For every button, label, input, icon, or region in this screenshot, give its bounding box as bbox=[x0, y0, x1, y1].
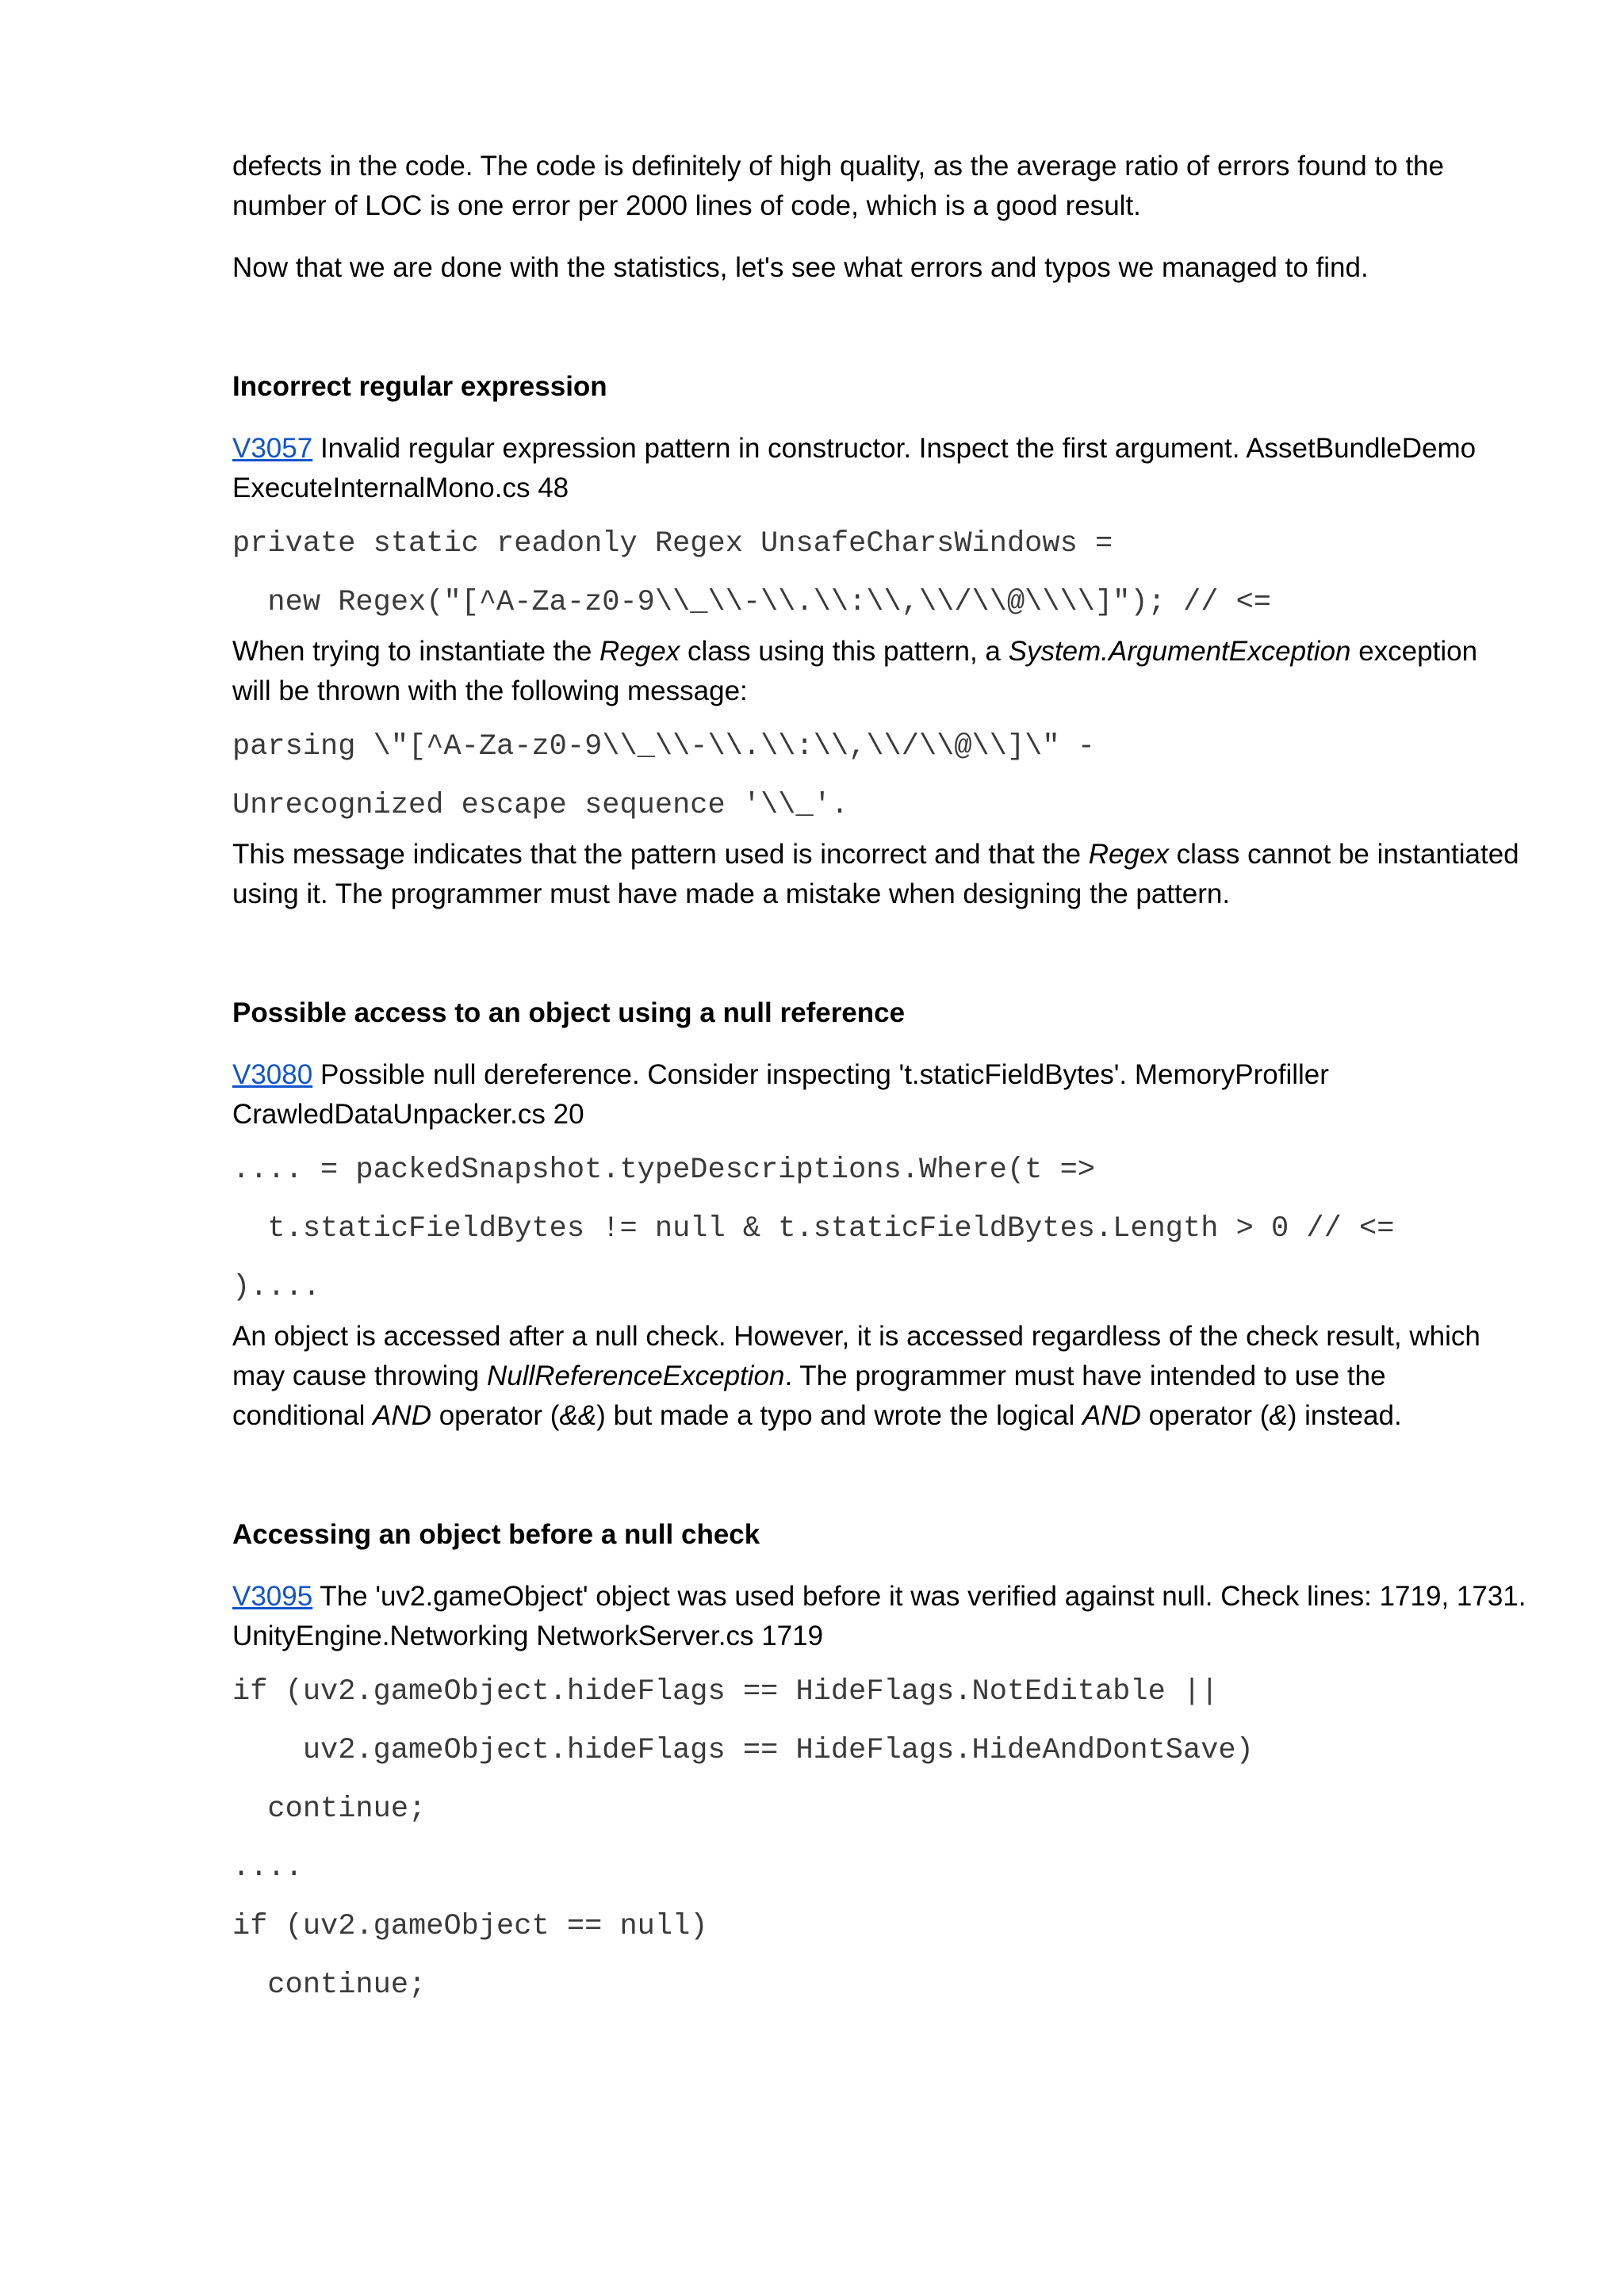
code-line: continue; bbox=[232, 1793, 427, 1826]
code-line: if (uv2.gameObject == null) bbox=[232, 1910, 708, 1943]
code-line: t.staticFieldBytes != null & t.staticFieldBytes.Length > 0 // <= bbox=[232, 1212, 1395, 1246]
article-body bbox=[232, 147, 1526, 2015]
diagnostic-location: UnityEngine.Networking NetworkServer.cs 1719 bbox=[232, 1621, 824, 1651]
diagnostic-link-v3057[interactable]: V3057 bbox=[232, 433, 313, 464]
code-line: continue; bbox=[232, 1969, 427, 2002]
diagnostic-link-v3080[interactable]: V3080 bbox=[232, 1059, 313, 1090]
diagnostic-text: Invalid regular expression pattern in constructor. Inspect the first argument. AssetBundleDemo bbox=[312, 433, 1477, 464]
diagnostic-location: CrawledDataUnpacker.cs 20 bbox=[232, 1099, 584, 1130]
code-line: uv2.gameObject.hideFlags == HideFlags.HideAndDontSave) bbox=[232, 1734, 1254, 1767]
intro-line-3: Now that we are done with the statistics, let's see what errors and typos we managed to find. bbox=[232, 252, 1369, 283]
intro-line-1: defects in the code. The code is definitely of high quality, as the average ratio of errors found to the bbox=[232, 151, 1444, 182]
diagnostic-line-v3057 bbox=[232, 429, 1517, 469]
code-line: .... bbox=[232, 1851, 303, 1885]
code-line: private static readonly Regex UnsafeCharsWindows = bbox=[232, 527, 1113, 561]
code-line: ).... bbox=[232, 1271, 321, 1304]
explanation-line-1: An object is accessed after a null check. However, it is accessed regardless of the check result, which bbox=[232, 1321, 1480, 1352]
diagnostic-link-v3095[interactable]: V3095 bbox=[232, 1581, 313, 1612]
diagnostic-line-v3080 bbox=[232, 1055, 1517, 1095]
intro-line-2: number of LOC is one error per 2000 lines of code, which is a good result. bbox=[232, 190, 1141, 221]
code-line: .... = packedSnapshot.typeDescriptions.Where(t => bbox=[232, 1154, 1095, 1187]
code-line: if (uv2.gameObject.hideFlags == HideFlags.NotEditable || bbox=[232, 1675, 1219, 1709]
explanation-line-2: may cause throwing NullReferenceException. The programmer must have intended to use the bbox=[232, 1360, 1386, 1391]
code-line: parsing \"[^A-Za-z0-9\\_\\-\\.\\:\\,\\/\\@\\]\" - bbox=[232, 730, 1095, 763]
diagnostic-location: ExecuteInternalMono.cs 48 bbox=[232, 473, 569, 503]
diagnostic-text: Possible null dereference. Consider inspecting 't.staticFieldBytes'. MemoryProfiller bbox=[312, 1059, 1329, 1090]
explanation-line-3: conditional AND operator (&&) but made a typo and wrote the logical AND operator (&) instead. bbox=[232, 1400, 1402, 1431]
section-heading-null-reference: Possible access to an object using a null reference bbox=[232, 997, 906, 1028]
explanation-line-2: will be thrown with the following message: bbox=[232, 675, 748, 706]
section-heading-regex: Incorrect regular expression bbox=[232, 371, 607, 402]
outro-line-1: This message indicates that the pattern used is incorrect and that the Regex class cannot be instantiated bbox=[232, 839, 1519, 870]
code-line: Unrecognized escape sequence '\\_'. bbox=[232, 789, 849, 822]
outro-line-2: using it. The programmer must have made a mistake when designing the pattern. bbox=[232, 878, 1231, 909]
diagnostic-text: The 'uv2.gameObject' object was used before it was verified against null. Check lines: 1719, 1731. bbox=[312, 1581, 1526, 1612]
section-heading-null-check: Accessing an object before a null check bbox=[232, 1519, 760, 1550]
explanation-line-1: When trying to instantiate the Regex class using this pattern, a System.ArgumentException exception bbox=[232, 636, 1478, 667]
diagnostic-line-v3095 bbox=[232, 1577, 1526, 1617]
code-line: new Regex("[^A-Za-z0-9\\_\\-\\.\\:\\,\\/\\@\\\\]"); // <= bbox=[232, 586, 1272, 619]
